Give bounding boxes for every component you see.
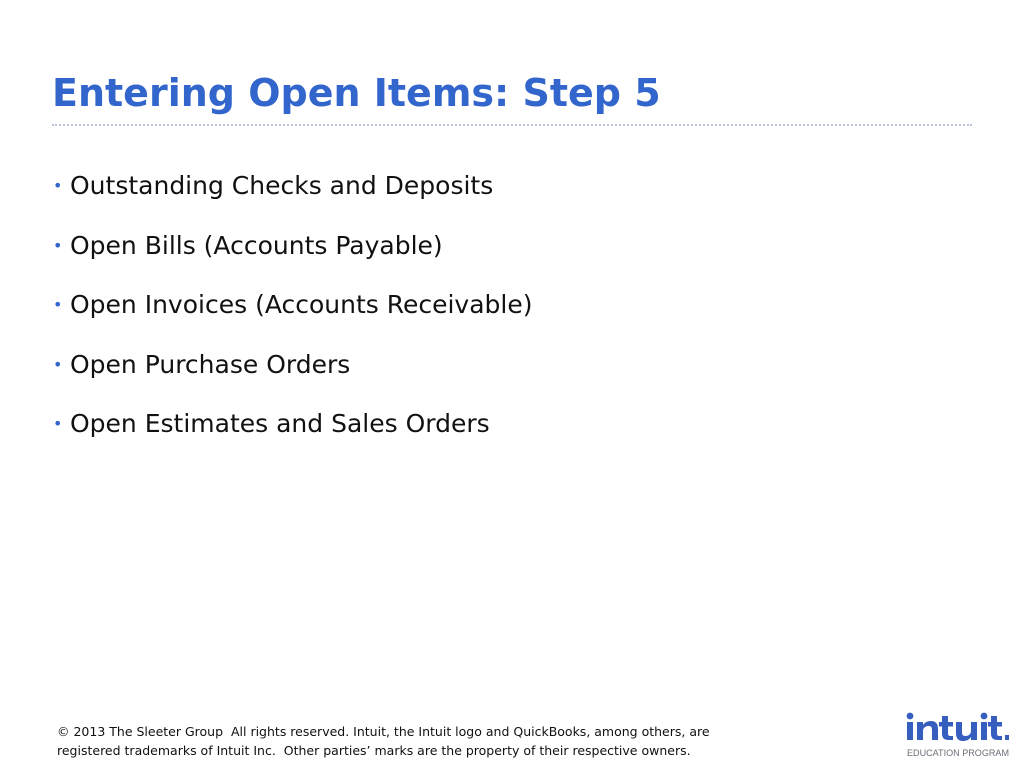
bullet-item: [53, 226, 533, 266]
bullet-text: Outstanding Checks and Deposits: [70, 171, 494, 200]
bullet-text: Open Bills (Accounts Payable): [70, 230, 443, 260]
bullet-icon: •: [53, 354, 63, 374]
bullet-text: Open Estimates and Sales Orders: [70, 409, 490, 438]
bullet-item: [53, 166, 533, 206]
bullet-icon: •: [53, 414, 63, 433]
bullet-item: [53, 404, 533, 444]
bullet-item: [53, 345, 533, 385]
bullet-list: [53, 166, 533, 464]
bullet-text: Open Invoices (Accounts Receivable): [70, 290, 533, 319]
copyright-line-1: © 2013 The Sleeter Group All rights reserved. Intuit, the Intuit logo and QuickBooks, among others, are: [57, 724, 710, 739]
slide-title: Entering Open Items: Step 5: [52, 71, 661, 115]
copyright-footer: [57, 722, 857, 760]
bullet-text: Open Purchase Orders: [70, 349, 351, 379]
bullet-icon: •: [53, 295, 63, 314]
title-divider: [52, 124, 972, 126]
bullet-icon: •: [53, 235, 63, 255]
copyright-line-2: registered trademarks of Intuit Inc. Other parties’ marks are the property of their respective owners.: [57, 743, 691, 758]
bullet-icon: •: [53, 176, 63, 195]
intuit-logo: [903, 710, 1011, 760]
bullet-item: [53, 285, 533, 325]
svg-text:EDUCATION PROGRAM: EDUCATION PROGRAM: [907, 747, 1010, 758]
